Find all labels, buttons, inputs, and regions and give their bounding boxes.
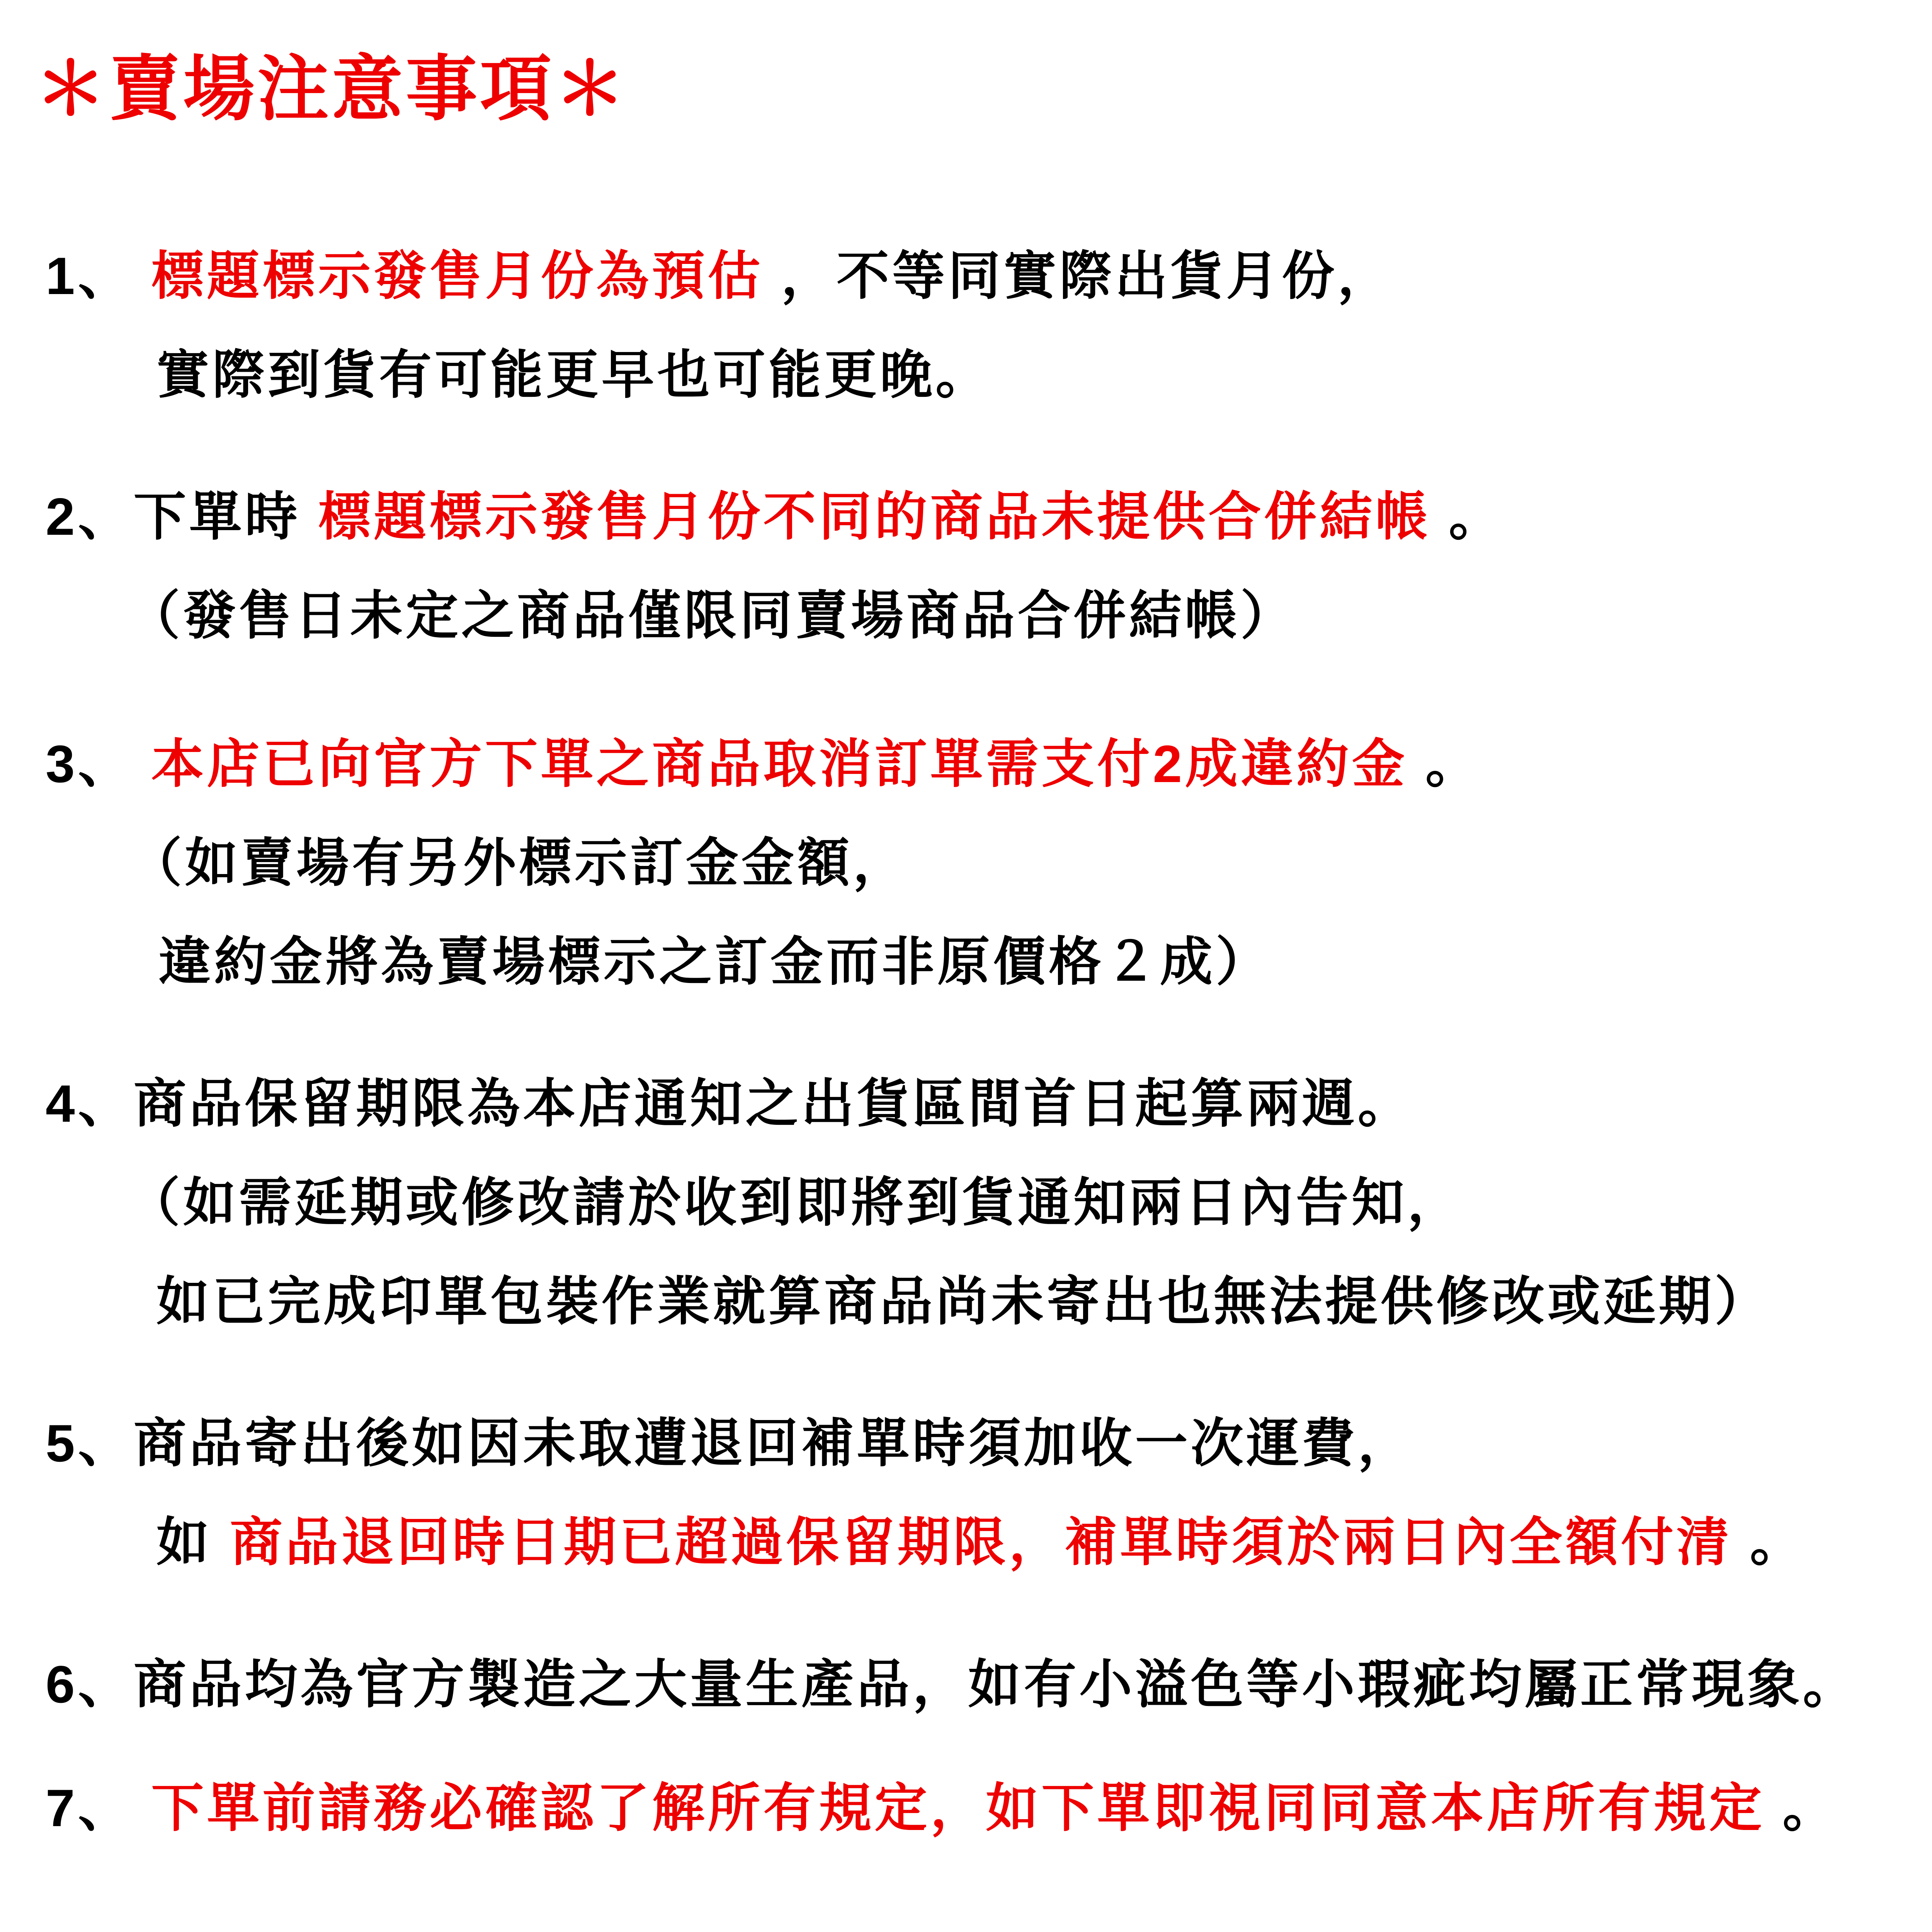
text-segment: （如賣場有另外標示訂金金額， <box>129 833 908 892</box>
text-segment: 下單前請務必確認了解所有規定，如下單即視同同意本店所有規定 <box>151 1779 1765 1837</box>
notice-item-2-line-2 <box>128 587 1296 645</box>
text-segment: 如 <box>156 1513 212 1571</box>
text-segment: 7、 <box>46 1779 134 1837</box>
notice-item-4-line-1 <box>46 1075 1413 1133</box>
text-segment: 1、 <box>46 247 134 305</box>
notice-item-2-line-1 <box>46 488 1504 546</box>
text-segment: ，不等同實際出貨月份， <box>781 247 1393 305</box>
notice-item-1-line-1 <box>46 247 1393 305</box>
text-segment: 4、商品保留期限為本店通知之出貨區間首日起算兩週。 <box>46 1074 1413 1133</box>
text-segment: 。 <box>1750 1513 1806 1571</box>
text-segment: 實際到貨有可能更早也可能更晚。 <box>156 345 991 404</box>
text-segment: 6、商品均為官方製造之大量生產品，如有小溢色等小瑕疵均屬正常現象。 <box>46 1655 1859 1714</box>
text-segment: 5、商品寄出後如因未取遭退回補單時須加收一次運費， <box>46 1414 1413 1473</box>
text-segment: 3、 <box>46 735 134 793</box>
page-title <box>35 50 628 129</box>
text-segment: 2、下單時 <box>46 487 301 546</box>
text-segment: 標題標示發售月份為預估 <box>151 247 764 305</box>
text-segment: 。 <box>1425 735 1481 793</box>
page-title-text: ＊賣場注意事項＊ <box>35 49 628 129</box>
text-segment: 違約金將為賣場標示之訂金而非原價格２成） <box>158 932 1271 991</box>
text-segment: 本店已向官方下單之商品取消訂單需支付2成違約金 <box>151 735 1408 793</box>
notice-item-4-line-3 <box>156 1273 1770 1331</box>
notice-item-5-line-2 <box>156 1514 1806 1571</box>
text-segment: 如已完成印單包裝作業就算商品尚未寄出也無法提供修改或延期） <box>156 1272 1770 1331</box>
text-segment: 商品退回時日期已超過保留期限，補單時須於兩日內全額付清 <box>230 1513 1732 1571</box>
notice-item-4-line-2 <box>128 1174 1463 1232</box>
notice-item-6-line-1 <box>46 1656 1859 1714</box>
text-segment: （發售日未定之商品僅限同賣場商品合併結帳） <box>128 586 1296 645</box>
notice-item-3-line-2 <box>129 834 908 892</box>
text-segment: （如需延期或修改請於收到即將到貨通知兩日內告知， <box>128 1173 1463 1232</box>
notice-item-1-line-2 <box>156 346 991 404</box>
text-segment: 標題標示發售月份不同的商品未提供合併結帳 <box>318 487 1431 546</box>
text-segment: 。 <box>1449 487 1505 546</box>
notice-item-7-line-1 <box>46 1779 1838 1837</box>
notice-item-5-line-1 <box>46 1415 1413 1473</box>
notice-item-3-line-1 <box>46 735 1481 793</box>
notice-item-3-line-3 <box>158 933 1271 991</box>
text-segment: 。 <box>1782 1779 1838 1837</box>
